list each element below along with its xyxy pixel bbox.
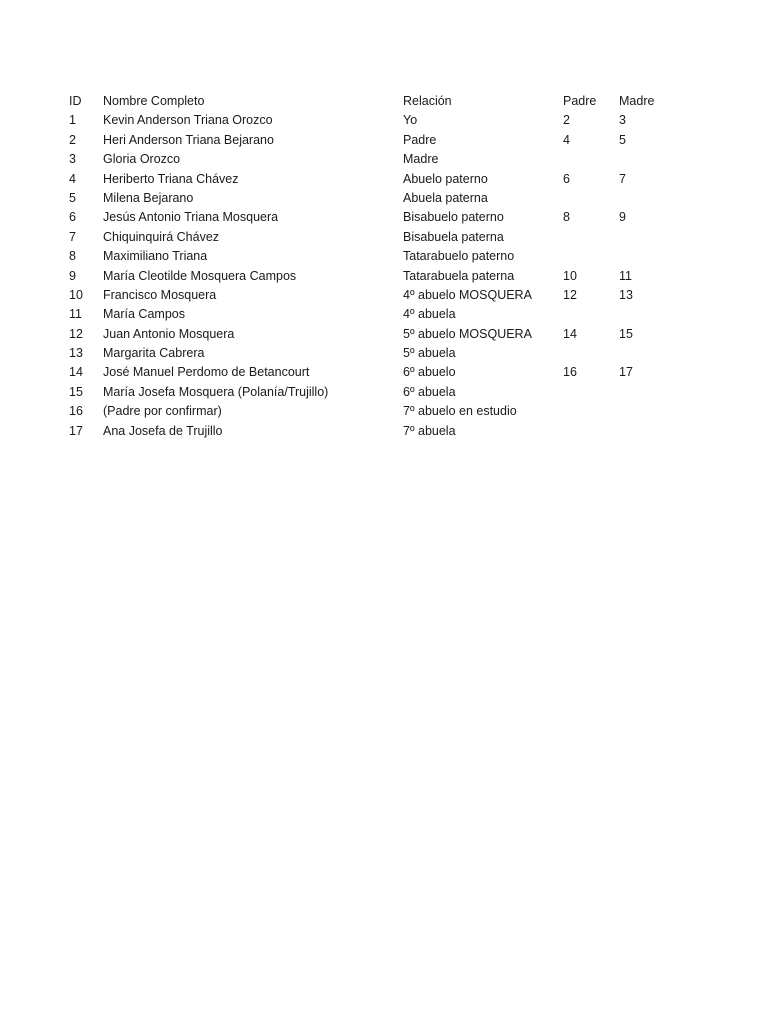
header-father: Padre <box>563 94 597 108</box>
cell-id: 10 <box>69 287 83 302</box>
cell-relation: Abuela paterna <box>403 190 488 205</box>
cell-father: 2 <box>563 113 570 128</box>
cell-id: 17 <box>69 423 83 438</box>
cell-relation: Madre <box>403 152 439 167</box>
cell-relation: 7º abuelo en estudio <box>403 404 517 419</box>
cell-name: Ana Josefa de Trujillo <box>103 423 223 438</box>
cell-name: María Campos <box>103 307 185 322</box>
cell-relation: Yo <box>403 113 418 128</box>
cell-relation: 6º abuelo <box>403 365 456 380</box>
cell-relation: Tatarabuelo paterno <box>403 249 515 264</box>
cell-id: 4 <box>69 171 76 186</box>
cell-relation: Padre <box>403 132 437 147</box>
header-relation: Relación <box>403 94 452 108</box>
cell-name: Margarita Cabrera <box>103 346 205 361</box>
cell-father: 10 <box>563 268 577 283</box>
cell-name: Jesús Antonio Triana Mosquera <box>103 210 279 225</box>
cell-id: 5 <box>69 190 76 205</box>
cell-name: María Josefa Mosquera (Polanía/Trujillo) <box>103 384 329 399</box>
cell-name: José Manuel Perdomo de Betancourt <box>103 365 310 380</box>
cell-name: Juan Antonio Mosquera <box>103 326 235 341</box>
cell-relation: 7º abuela <box>403 423 456 438</box>
cell-mother: 9 <box>619 210 626 225</box>
cell-father: 12 <box>563 287 577 302</box>
cell-father: 16 <box>563 365 577 380</box>
cell-name: (Padre por confirmar) <box>103 404 222 419</box>
cell-id: 1 <box>69 113 76 128</box>
cell-mother: 5 <box>619 132 626 147</box>
cell-id: 9 <box>69 268 76 283</box>
cell-id: 6 <box>69 210 76 225</box>
cell-name: Heriberto Triana Chávez <box>103 171 239 186</box>
cell-id: 15 <box>69 384 83 399</box>
cell-mother: 3 <box>619 113 626 128</box>
cell-relation: 5º abuelo MOSQUERA <box>403 326 532 341</box>
cell-name: Kevin Anderson Triana Orozco <box>103 113 273 128</box>
cell-name: Heri Anderson Triana Bejarano <box>103 132 274 147</box>
cell-name: Chiquinquirá Chávez <box>103 229 220 244</box>
cell-id: 3 <box>69 152 76 167</box>
cell-father: 14 <box>563 326 577 341</box>
cell-id: 12 <box>69 326 83 341</box>
header-name: Nombre Completo <box>103 94 205 108</box>
cell-id: 8 <box>69 249 76 264</box>
cell-id: 2 <box>69 132 76 147</box>
cell-id: 11 <box>69 307 82 322</box>
cell-relation: Tatarabuela paterna <box>403 268 515 283</box>
cell-mother: 15 <box>619 326 633 341</box>
cell-name: Maximiliano Triana <box>103 249 208 264</box>
cell-relation: Abuelo paterno <box>403 171 488 186</box>
cell-name: María Cleotilde Mosquera Campos <box>103 268 297 283</box>
cell-mother: 13 <box>619 287 633 302</box>
cell-name: Gloria Orozco <box>103 152 181 167</box>
cell-father: 8 <box>563 210 570 225</box>
cell-relation: 6º abuela <box>403 384 456 399</box>
cell-relation: 4º abuela <box>403 307 456 322</box>
cell-id: 13 <box>69 346 83 361</box>
cell-relation: 5º abuela <box>403 346 456 361</box>
header-mother: Madre <box>619 94 655 108</box>
cell-father: 6 <box>563 171 570 186</box>
cell-mother: 7 <box>619 171 626 186</box>
cell-id: 14 <box>69 365 83 380</box>
header-id: ID <box>69 94 82 108</box>
cell-name: Milena Bejarano <box>103 190 194 205</box>
cell-relation: Bisabuela paterna <box>403 229 504 244</box>
cell-relation: 4º abuelo MOSQUERA <box>403 287 532 302</box>
cell-father: 4 <box>563 132 570 147</box>
cell-id: 7 <box>69 229 76 244</box>
cell-relation: Bisabuelo paterno <box>403 210 504 225</box>
cell-name: Francisco Mosquera <box>103 287 217 302</box>
cell-mother: 11 <box>619 268 632 283</box>
cell-mother: 17 <box>619 365 633 380</box>
cell-id: 16 <box>69 404 83 419</box>
